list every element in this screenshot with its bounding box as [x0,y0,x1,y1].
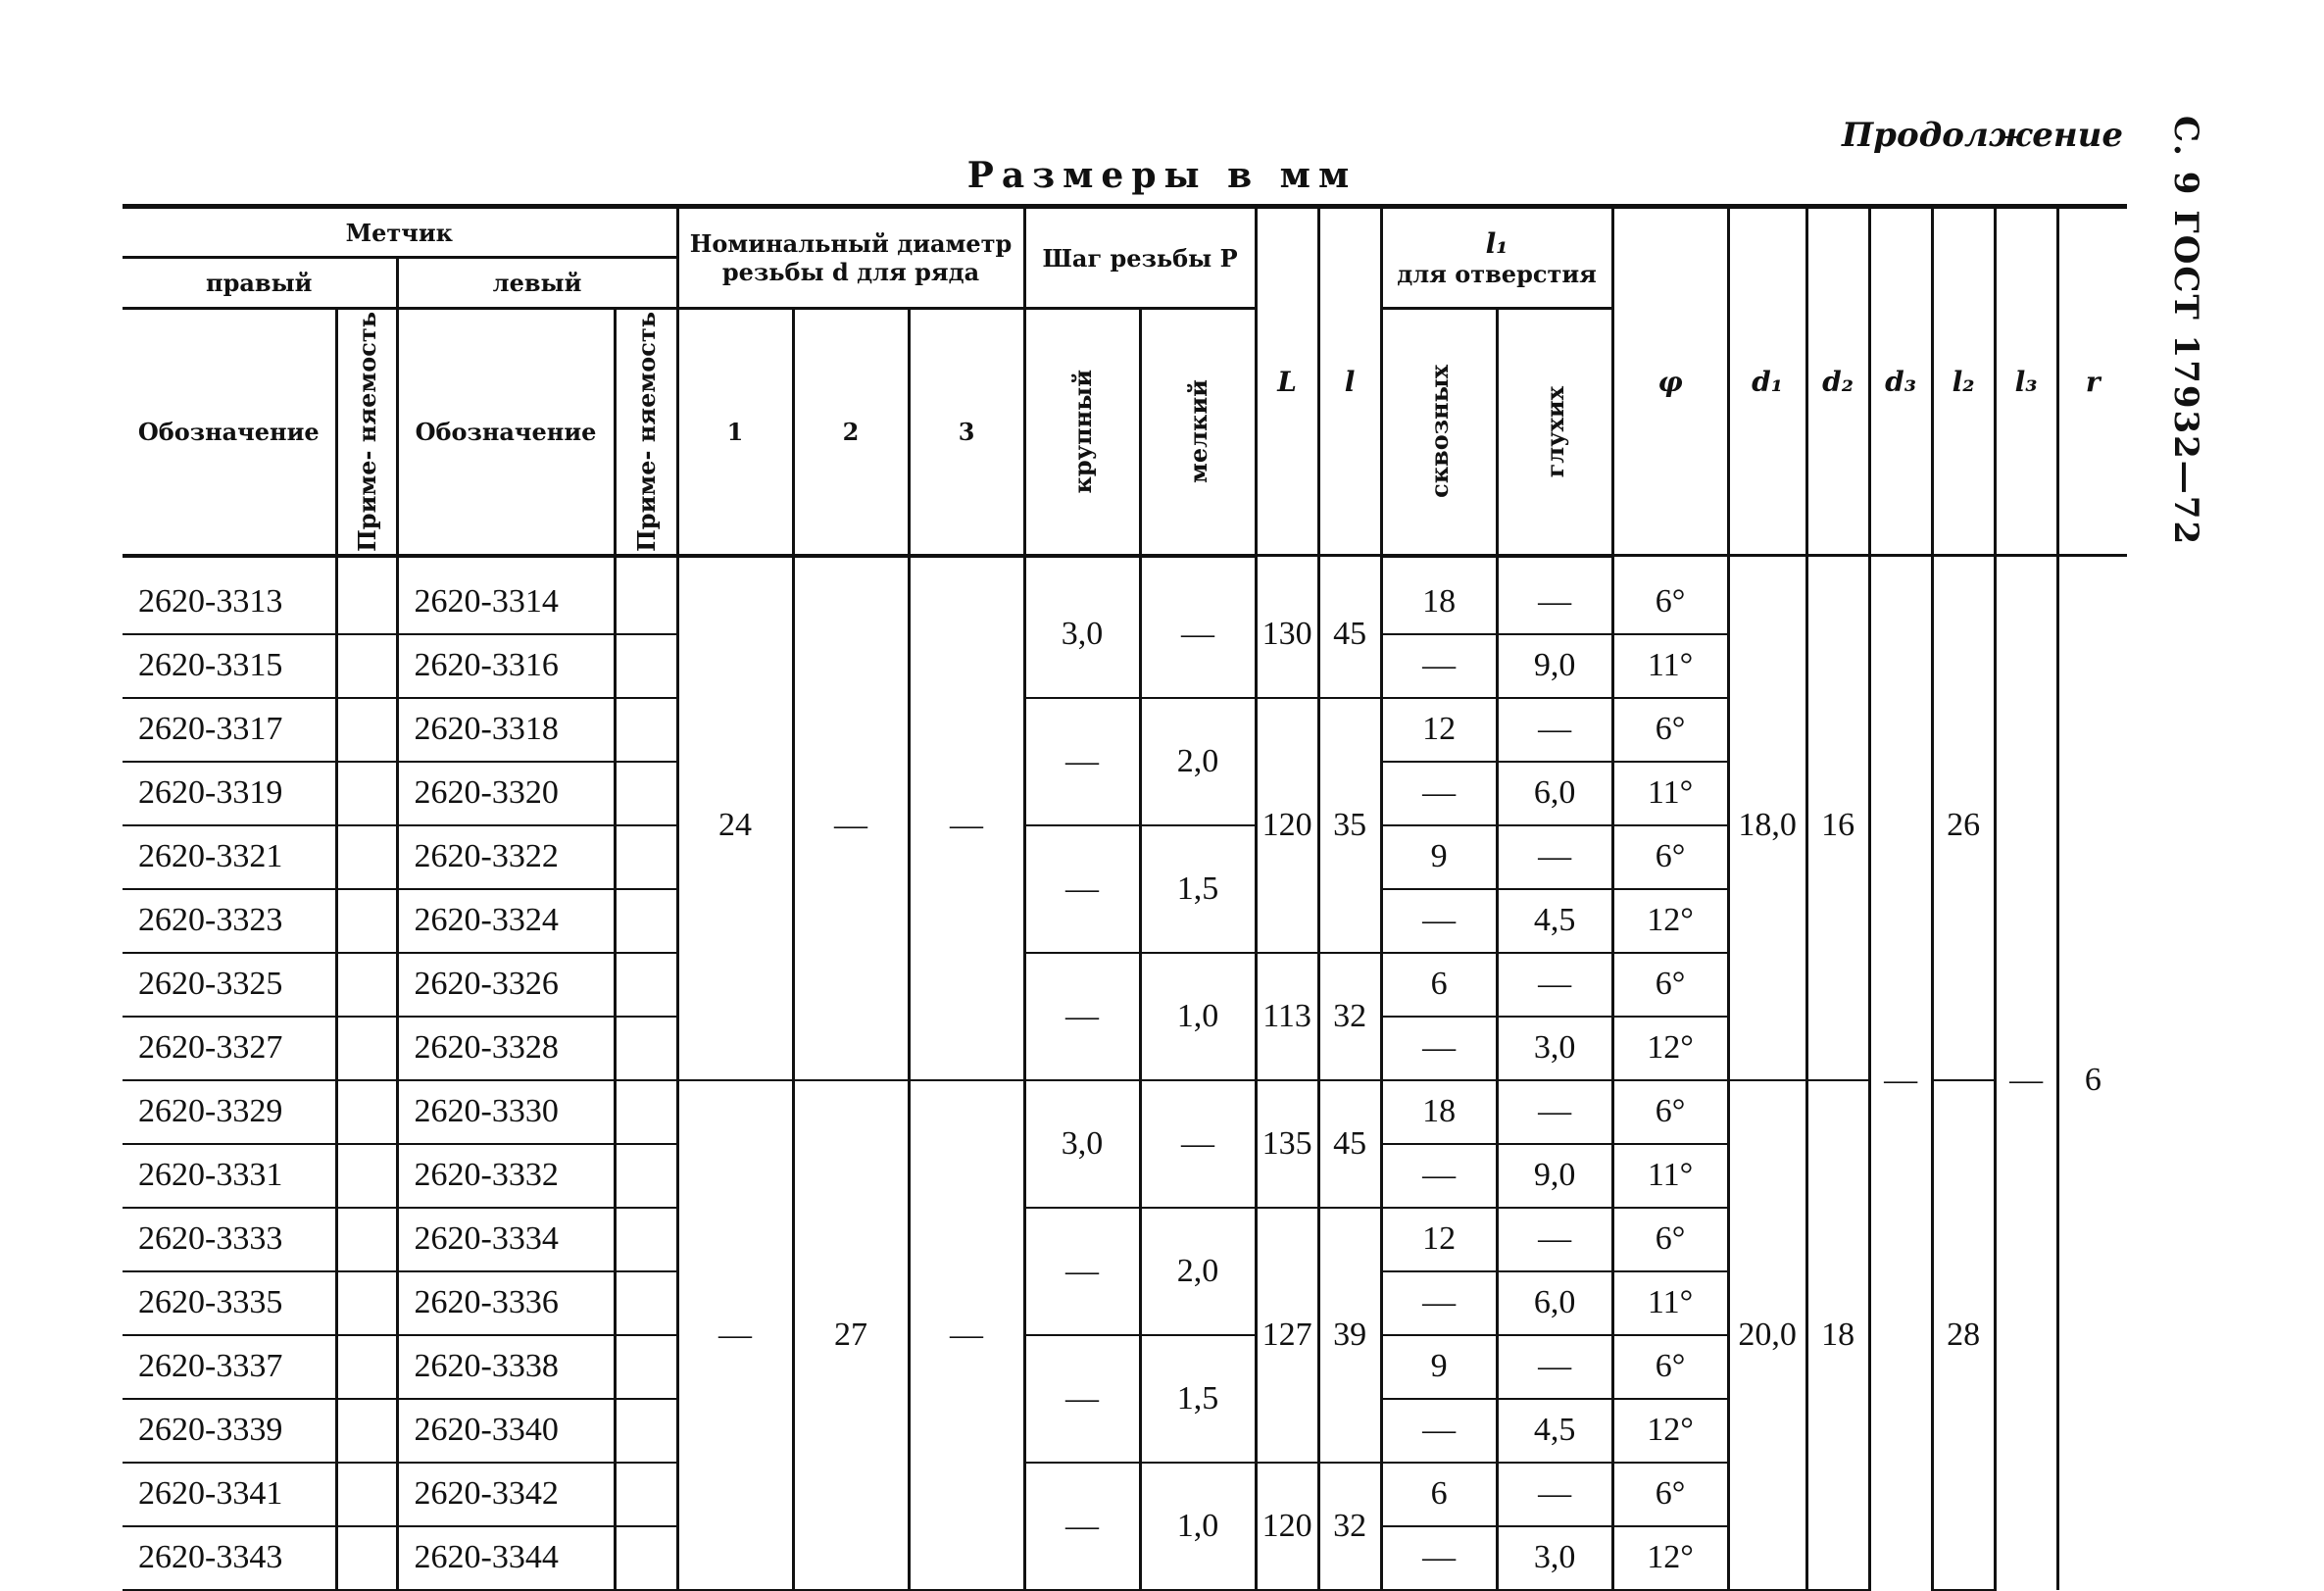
l1-through: 18 [1381,1080,1497,1144]
header-through [1381,309,1497,556]
applicability-right-cell [336,1208,397,1271]
applicability-right-cell [336,825,397,889]
header-nominal-diameter: Номинальный диаметр резьбы d для ряда [677,207,1024,309]
designation-right: 2620-3327 [123,1017,336,1080]
l1-through: — [1381,1399,1497,1463]
l1-blind: — [1497,698,1612,762]
diameter-row-1: — [677,1080,793,1590]
l1-through: — [1381,1526,1497,1590]
designation-left: 2620-3344 [397,1526,615,1590]
size-d1: 20,0 [1728,1080,1806,1590]
l1-blind: 9,0 [1497,1144,1612,1208]
length-L: 113 [1256,953,1318,1080]
designation-right: 2620-3315 [123,634,336,698]
header-metchik: Метчик [123,207,677,258]
header-blind [1497,309,1612,556]
applicability-right-cell [336,1271,397,1335]
designation-right: 2620-3317 [123,698,336,762]
fine-text: мелкий [1183,379,1212,484]
applicability-right-cell [336,634,397,698]
length-L: 130 [1256,556,1318,698]
designation-left: 2620-3340 [397,1399,615,1463]
header-row-3: 3 [909,309,1024,556]
l1-blind: 6,0 [1497,762,1612,825]
angle-phi: 6° [1612,698,1728,762]
header-L: L [1256,207,1318,556]
angle-phi: 11° [1612,762,1728,825]
l1-through: 6 [1381,1463,1497,1526]
l1-through: — [1381,1271,1497,1335]
applicability-right-cell [336,1080,397,1144]
header-l3: l₃ [1995,207,2057,556]
l1-blind: — [1497,1463,1612,1526]
angle-phi: 6° [1612,825,1728,889]
designation-right: 2620-3333 [123,1208,336,1271]
applicability-right-cell [336,556,397,634]
standard-side-label: С. 9 ГОСТ 17932—72 [2166,116,2205,547]
designation-right: 2620-3343 [123,1526,336,1590]
applicability-left-cell [615,762,677,825]
pitch-fine: — [1140,1080,1256,1208]
l1-through: — [1381,634,1497,698]
angle-phi: 6° [1612,953,1728,1017]
applicability-left-cell [615,953,677,1017]
coarse-text: крупный [1067,370,1097,494]
radius-r: 6 [2057,556,2127,1590]
designation-right: 2620-3313 [123,556,336,634]
designation-left: 2620-3342 [397,1463,615,1526]
continuation-label: Продолжение [1842,116,2123,155]
l1-blind: 9,0 [1497,634,1612,698]
designation-right: 2620-3339 [123,1399,336,1463]
l1-through: — [1381,1144,1497,1208]
size-l2: 28 [1932,1080,1995,1590]
designation-left: 2620-3334 [397,1208,615,1271]
designation-right: 2620-3341 [123,1463,336,1526]
applicability-left-cell [615,1335,677,1399]
length-l: 32 [1318,953,1381,1080]
header-left: левый [397,258,677,309]
applicability-right-cell [336,1399,397,1463]
angle-phi: 11° [1612,1271,1728,1335]
applicability-text: Приме- няемость [352,312,381,552]
l1-through: — [1381,889,1497,953]
applicability-right-cell [336,889,397,953]
pitch-coarse: 3,0 [1024,1080,1140,1208]
applicability-right-cell [336,1144,397,1208]
pitch-coarse: 3,0 [1024,556,1140,698]
header-d1: d₁ [1728,207,1806,556]
l1-blind: — [1497,556,1612,634]
l1-through: 6 [1381,953,1497,1017]
header-thread-pitch: Шаг резьбы P [1024,207,1256,309]
header-l1 [1381,207,1612,309]
l1-through: — [1381,762,1497,825]
angle-phi: 12° [1612,1526,1728,1590]
diameter-row-3: — [909,556,1024,1080]
blind-text: глухих [1540,385,1569,478]
header-designation-left: Обозначение [397,309,615,556]
length-L: 120 [1256,1463,1318,1590]
l1-through: 9 [1381,825,1497,889]
applicability-left-cell [615,1463,677,1526]
pitch-coarse: — [1024,1208,1140,1335]
pitch-fine: 1,0 [1140,1463,1256,1590]
header-applicability-right [336,309,397,556]
l1-through: 9 [1381,1335,1497,1399]
angle-phi: 11° [1612,1144,1728,1208]
size-d2: 16 [1806,556,1869,1080]
angle-phi: 12° [1612,1017,1728,1080]
l1-blind: 3,0 [1497,1017,1612,1080]
applicability-left-cell [615,1271,677,1335]
l1-blind: — [1497,1080,1612,1144]
header-l1-sub: для отверстия [1397,260,1597,288]
designation-left: 2620-3332 [397,1144,615,1208]
header-coarse [1024,309,1140,556]
header-r: r [2057,207,2127,556]
applicability-left-cell [615,889,677,953]
pitch-fine: 2,0 [1140,1208,1256,1335]
designation-left: 2620-3338 [397,1335,615,1399]
designation-left: 2620-3328 [397,1017,615,1080]
applicability-left-cell [615,556,677,634]
l1-blind: 3,0 [1497,1526,1612,1590]
designation-left: 2620-3322 [397,825,615,889]
diameter-row-2: — [793,556,909,1080]
header-designation-right: Обозначение [123,309,336,556]
l1-blind: — [1497,1335,1612,1399]
header-applicability-left [615,309,677,556]
applicability-right-cell [336,1017,397,1080]
length-l: 45 [1318,1080,1381,1208]
table-row [123,556,2127,634]
applicability-left-cell [615,1208,677,1271]
header-fine [1140,309,1256,556]
header-right: правый [123,258,397,309]
designation-right: 2620-3321 [123,825,336,889]
applicability-right-cell [336,1526,397,1590]
l1-blind: — [1497,1208,1612,1271]
dimensions-table [123,204,2127,1591]
diameter-row-1: 24 [677,556,793,1080]
applicability-right-cell [336,953,397,1017]
size-l3: — [1995,556,2057,1590]
header-d2: d₂ [1806,207,1869,556]
header-row-1: 1 [677,309,793,556]
header-l1-symbol: l₁ [1485,227,1508,260]
applicability-right-cell [336,1335,397,1399]
size-d2: 18 [1806,1080,1869,1590]
length-l: 45 [1318,556,1381,698]
angle-phi: 6° [1612,1463,1728,1526]
length-l: 39 [1318,1208,1381,1463]
pitch-fine: — [1140,556,1256,698]
angle-phi: 6° [1612,556,1728,634]
pitch-fine: 1,5 [1140,825,1256,953]
angle-phi: 6° [1612,1335,1728,1399]
pitch-coarse: — [1024,1335,1140,1463]
designation-right: 2620-3337 [123,1335,336,1399]
header-phi: φ [1612,207,1728,556]
l1-blind: — [1497,825,1612,889]
diameter-row-3: — [909,1080,1024,1590]
length-L: 127 [1256,1208,1318,1463]
designation-right: 2620-3319 [123,762,336,825]
pitch-fine: 1,0 [1140,953,1256,1080]
l1-blind: 4,5 [1497,889,1612,953]
applicability-left-cell [615,698,677,762]
applicability-left-cell [615,1017,677,1080]
angle-phi: 12° [1612,1399,1728,1463]
angle-phi: 11° [1612,634,1728,698]
designation-right: 2620-3323 [123,889,336,953]
applicability-left-cell [615,1144,677,1208]
length-L: 120 [1256,698,1318,953]
designation-left: 2620-3320 [397,762,615,825]
designation-left: 2620-3318 [397,698,615,762]
pitch-coarse: — [1024,825,1140,953]
diameter-row-2: 27 [793,1080,909,1590]
applicability-left-cell [615,634,677,698]
designation-left: 2620-3326 [397,953,615,1017]
designation-right: 2620-3329 [123,1080,336,1144]
pitch-coarse: — [1024,1463,1140,1590]
l1-blind: 4,5 [1497,1399,1612,1463]
units-title: Размеры в мм [966,155,1358,196]
pitch-coarse: — [1024,698,1140,825]
designation-left: 2620-3316 [397,634,615,698]
designation-right: 2620-3331 [123,1144,336,1208]
table-body [123,556,2127,1590]
angle-phi: 6° [1612,1080,1728,1144]
length-l: 35 [1318,698,1381,953]
length-L: 135 [1256,1080,1318,1208]
size-l2: 26 [1932,556,1995,1080]
designation-right: 2620-3325 [123,953,336,1017]
designation-left: 2620-3336 [397,1271,615,1335]
l1-through: — [1381,1017,1497,1080]
angle-phi: 12° [1612,889,1728,953]
table-row [123,1080,2127,1144]
l1-through: 18 [1381,556,1497,634]
l1-blind: 6,0 [1497,1271,1612,1335]
applicability-left-cell [615,1080,677,1144]
through-text: сквозных [1424,365,1454,499]
designation-left: 2620-3324 [397,889,615,953]
pitch-fine: 2,0 [1140,698,1256,825]
header-d3: d₃ [1869,207,1932,556]
l1-through: 12 [1381,1208,1497,1271]
size-d1: 18,0 [1728,556,1806,1080]
pitch-coarse: — [1024,953,1140,1080]
applicability-right-cell [336,1463,397,1526]
designation-right: 2620-3335 [123,1271,336,1335]
applicability-left-cell [615,1399,677,1463]
applicability-right-cell [336,698,397,762]
header-l2: l₂ [1932,207,1995,556]
l1-through: 12 [1381,698,1497,762]
header-row-2: 2 [793,309,909,556]
size-d3: — [1869,556,1932,1590]
applicability-left-cell [615,1526,677,1590]
header-l: l [1318,207,1381,556]
pitch-fine: 1,5 [1140,1335,1256,1463]
applicability-left-cell [615,825,677,889]
length-l: 32 [1318,1463,1381,1590]
angle-phi: 6° [1612,1208,1728,1271]
applicability-text: Приме- няемость [631,312,661,552]
applicability-right-cell [336,762,397,825]
l1-blind: — [1497,953,1612,1017]
designation-left: 2620-3314 [397,556,615,634]
designation-left: 2620-3330 [397,1080,615,1144]
